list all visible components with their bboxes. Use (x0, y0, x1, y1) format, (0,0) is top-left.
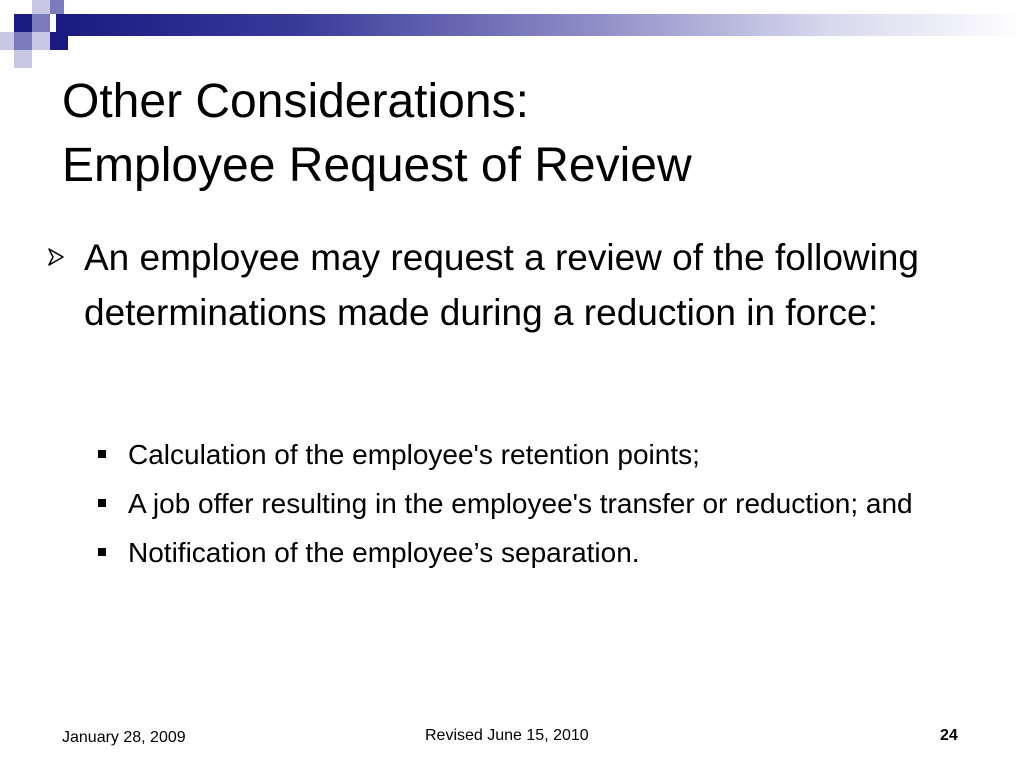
square-bullet-icon (98, 450, 106, 458)
slide-title (62, 70, 962, 198)
title-line-2: Employee Request of Review (62, 139, 692, 192)
footer-date: January 28, 2009 (62, 729, 186, 746)
arrow-bullet-icon (48, 248, 64, 266)
main-bullet-text: An employee may request a review of the following determinations made during a reduction in force: (84, 237, 919, 333)
page-number: 24 (940, 727, 958, 744)
sub-bullet-text: Notification of the employee’s separation. (128, 537, 640, 568)
list-item (128, 532, 948, 573)
footer-revised: Revised June 15, 2010 (425, 727, 589, 744)
header-gradient-bar (56, 14, 1024, 36)
list-item (128, 434, 948, 475)
list-item (128, 483, 948, 524)
sub-bullet-text: A job offer resulting in the employee's transfer or reduction; and (128, 488, 913, 519)
sub-bullet-text: Calculation of the employee's retention points; (128, 439, 700, 470)
square-bullet-icon (98, 499, 106, 507)
sub-bullet-list (128, 434, 948, 581)
square-bullet-icon (98, 548, 106, 556)
title-line-1: Other Considerations: (62, 75, 529, 128)
